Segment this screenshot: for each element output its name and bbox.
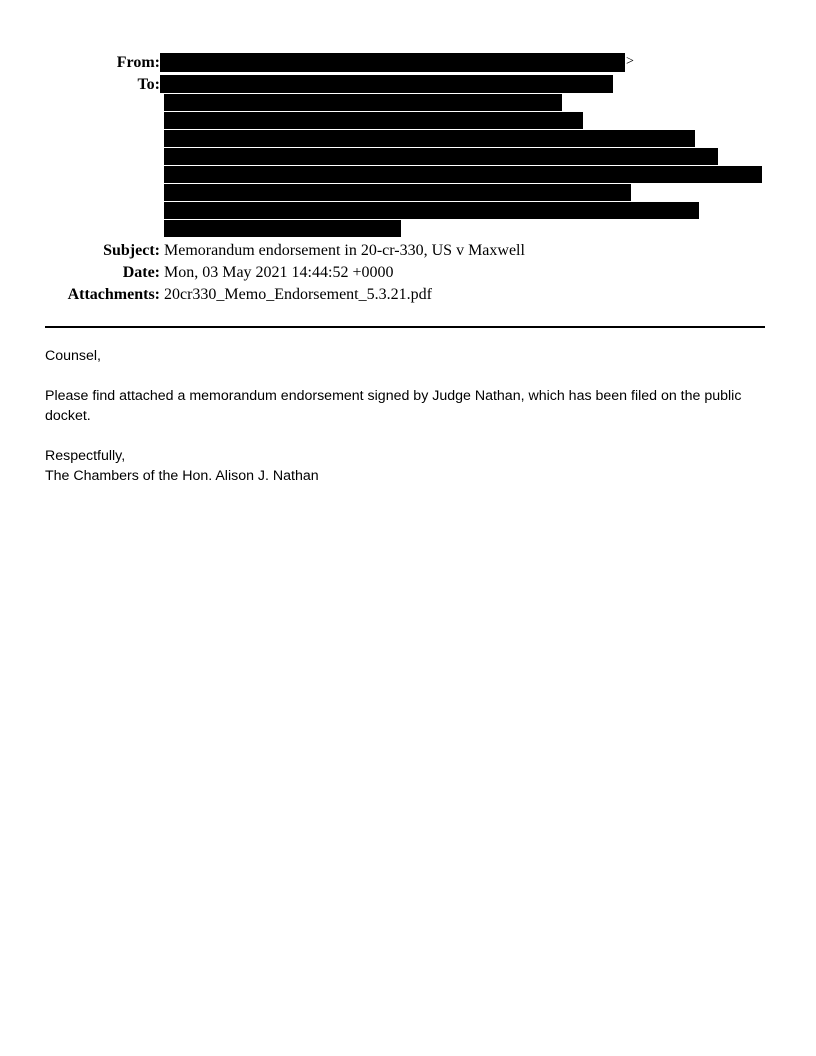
from-label: From: bbox=[116, 54, 160, 71]
message-line-1: Please find attached a memorandum endorsement signed by Judge Nathan, which has been filed on the public bbox=[45, 388, 742, 404]
redaction-to-3 bbox=[164, 112, 583, 129]
attachments-label: Attachments: bbox=[67, 286, 160, 303]
date-label: Date: bbox=[122, 264, 160, 281]
redaction-to-9 bbox=[164, 220, 401, 237]
message-line-2: docket. bbox=[45, 408, 91, 424]
redaction-to-7 bbox=[164, 184, 631, 201]
to-label: To: bbox=[137, 76, 160, 93]
from-trailing: > bbox=[626, 54, 634, 69]
redaction-to-6 bbox=[164, 166, 762, 183]
attachment-filename: 20cr330_Memo_Endorsement_5.3.21.pdf bbox=[164, 286, 432, 303]
email-body bbox=[45, 346, 770, 486]
greeting: Counsel, bbox=[45, 348, 101, 364]
signature: The Chambers of the Hon. Alison J. Nathan bbox=[45, 468, 319, 484]
closing: Respectfully, bbox=[45, 448, 126, 464]
header-divider bbox=[45, 326, 765, 328]
date-value: Mon, 03 May 2021 14:44:52 +0000 bbox=[164, 264, 394, 281]
subject-label: Subject: bbox=[103, 242, 160, 259]
redaction-to-4 bbox=[164, 130, 695, 147]
subject-value: Memorandum endorsement in 20-cr-330, US v Maxwell bbox=[164, 242, 525, 259]
redaction-to-8 bbox=[164, 202, 699, 219]
redaction-to-5 bbox=[164, 148, 718, 165]
redaction-to-1 bbox=[160, 75, 613, 93]
redaction-from bbox=[160, 53, 625, 72]
redaction-to-2 bbox=[164, 94, 562, 111]
